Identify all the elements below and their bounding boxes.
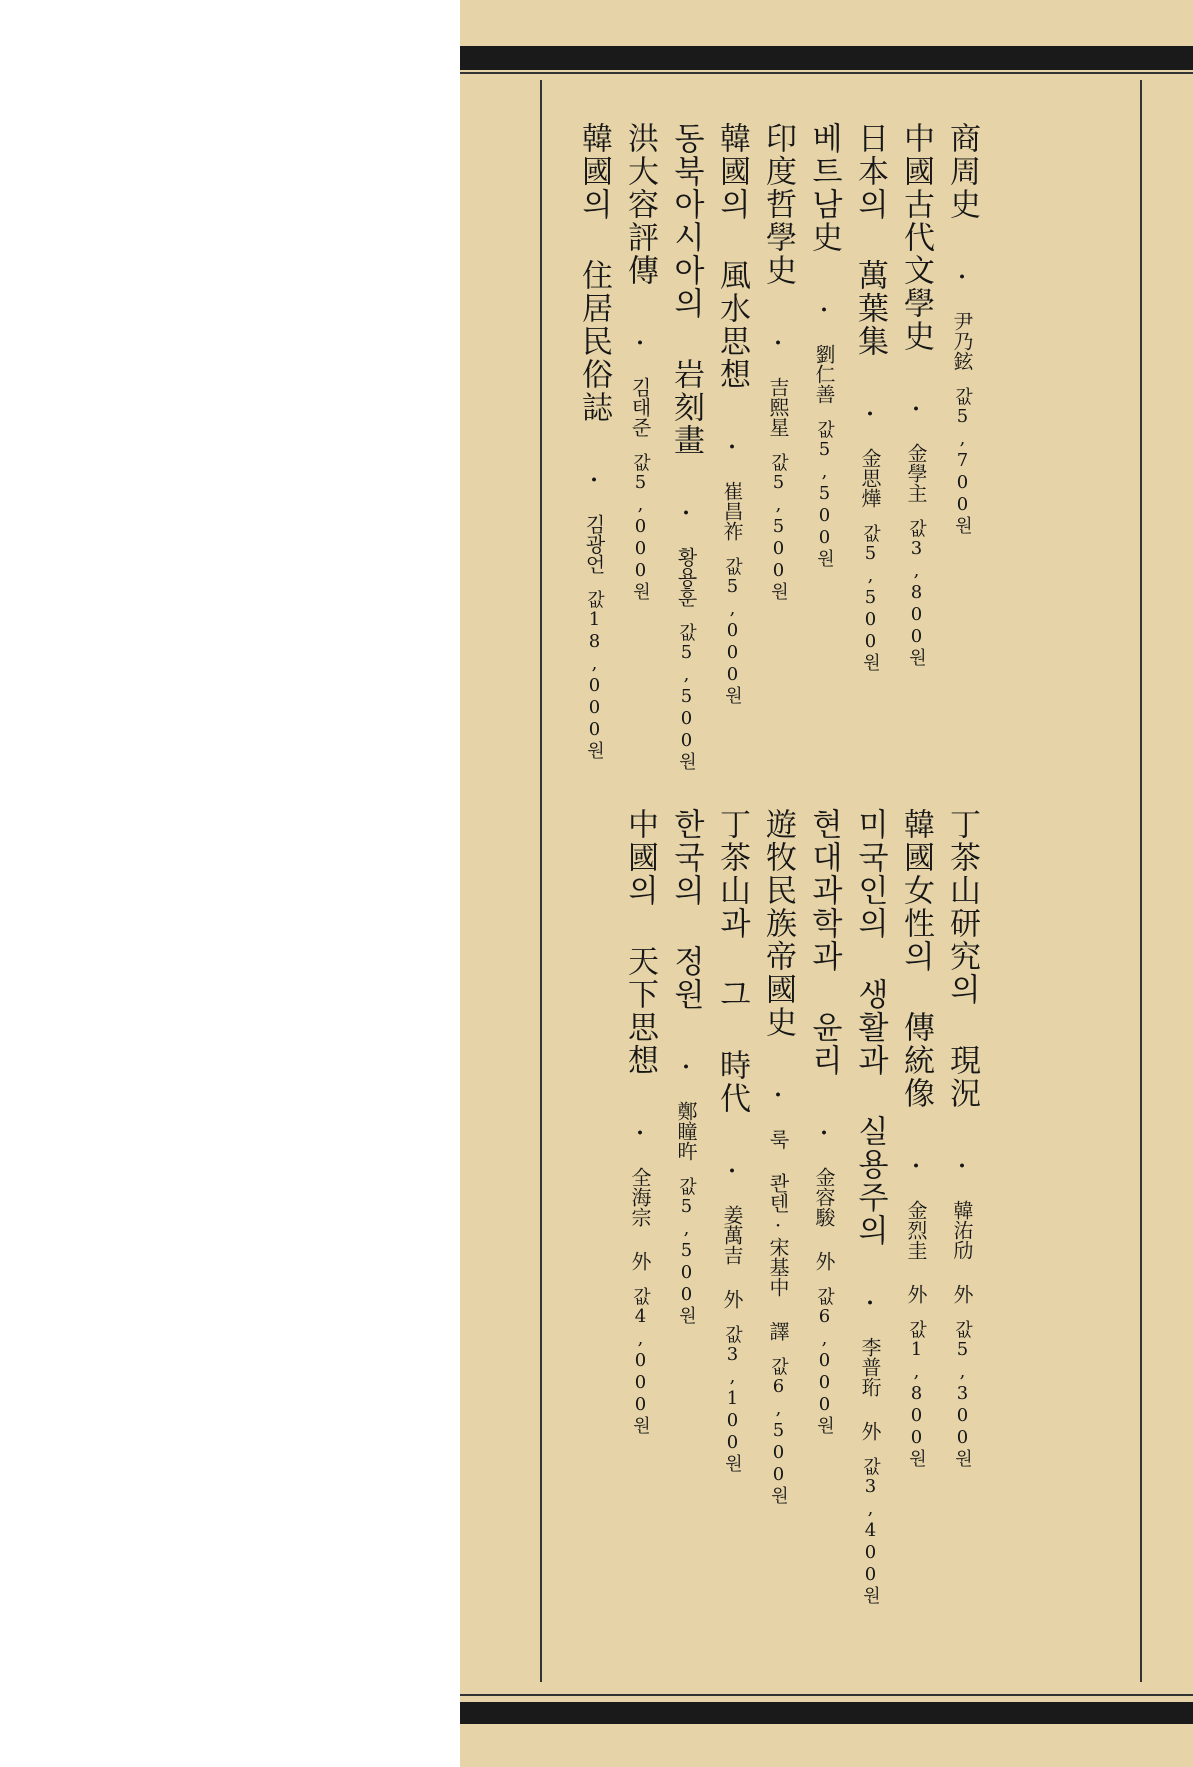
book-price: 값5,500원 [814,420,835,568]
book-price: 값6,000원 [814,1287,835,1435]
book-author: 崔昌祚 [720,481,744,541]
book-author: 김광언 [582,514,606,574]
book-price: 값5,500원 [676,1177,697,1325]
book-price: 값5,700원 [952,387,973,535]
book-entry [898,808,934,1468]
book-entry [622,122,658,601]
book-entry [714,122,750,705]
book-entry [668,122,704,771]
book-author: 全海宗 外 [628,1167,652,1271]
book-title: 日本의 萬葉集 · [852,122,888,434]
book-author: 李普珩 外 [858,1337,882,1441]
book-entry [576,122,612,760]
top-frame-line [460,72,1193,74]
book-entry [944,808,980,1468]
book-title: 丁茶山과 그 時代 · [714,808,750,1191]
book-author: 金學主 [904,443,928,503]
book-author: 룩 콴텐·宋基中 譯 [766,1129,790,1341]
book-author: 吉熙星 [766,377,790,437]
book-entry [852,808,888,1605]
book-entry [806,808,842,1435]
book-price: 값18,000원 [584,590,605,760]
book-title: 韓國의 住居民俗誌 · [576,122,612,500]
book-price: 값4,000원 [630,1287,651,1435]
book-title: 미국인의 생활과 실용주의 · [852,808,888,1323]
book-title: 遊牧民族帝國史 · [760,808,796,1115]
book-author: 尹乃鉉 [950,311,974,371]
book-author: 金烈圭 外 [904,1200,928,1304]
book-price: 값5,500원 [768,453,789,601]
book-entry [760,122,796,601]
top-rule [460,46,1193,70]
book-price: 값6,500원 [768,1357,789,1505]
bottom-rule [460,1702,1193,1724]
book-entry [714,808,750,1473]
book-entry [622,808,658,1435]
book-author: 황용훈 [674,547,698,607]
book-author: 姜萬吉 外 [720,1205,744,1309]
book-price: 값1,800원 [906,1320,927,1468]
book-entry [760,808,796,1505]
bottom-frame-line [460,1694,1193,1696]
book-price: 값3,400원 [860,1457,881,1605]
catalog-page [460,0,1193,1767]
book-author: 劉仁善 [812,344,836,404]
book-price: 값5,500원 [860,524,881,672]
book-title: 베트남史 · [806,122,842,330]
book-title: 韓國女性의 傳統像 · [898,808,934,1186]
book-title: 印度哲學史 · [760,122,796,363]
book-title: 한국의 정원 · [668,808,704,1087]
book-entry [668,808,704,1325]
book-author: 鄭瞳旿 [674,1101,698,1161]
book-title: 洪大容評傳 · [622,122,658,363]
book-price: 값3,100원 [722,1325,743,1473]
book-title: 中國의 天下思想 · [622,808,658,1153]
book-price: 값5,000원 [630,453,651,601]
book-entry [944,122,980,535]
book-title: 韓國의 風水思想 · [714,122,750,467]
book-price: 값5,500원 [676,623,697,771]
book-entry [898,122,934,667]
book-price: 값3,800원 [906,519,927,667]
book-author: 金思燁 [858,448,882,508]
book-author: 김태준 [628,377,652,437]
book-author: 韓㳓劤 外 [950,1200,974,1304]
book-price: 값5,300원 [952,1320,973,1468]
book-title: 동북아시아의 岩刻畫 · [668,122,704,533]
book-entry [852,122,888,672]
book-entry [806,122,842,568]
book-title: 현대과학과 윤리 · [806,808,842,1153]
book-title: 中國古代文學史 · [898,122,934,429]
book-title: 丁茶山研究의 現況 · [944,808,980,1186]
book-author: 金容駿 外 [812,1167,836,1271]
book-price: 값5,000원 [722,557,743,705]
book-title: 商周史 · [944,122,980,297]
